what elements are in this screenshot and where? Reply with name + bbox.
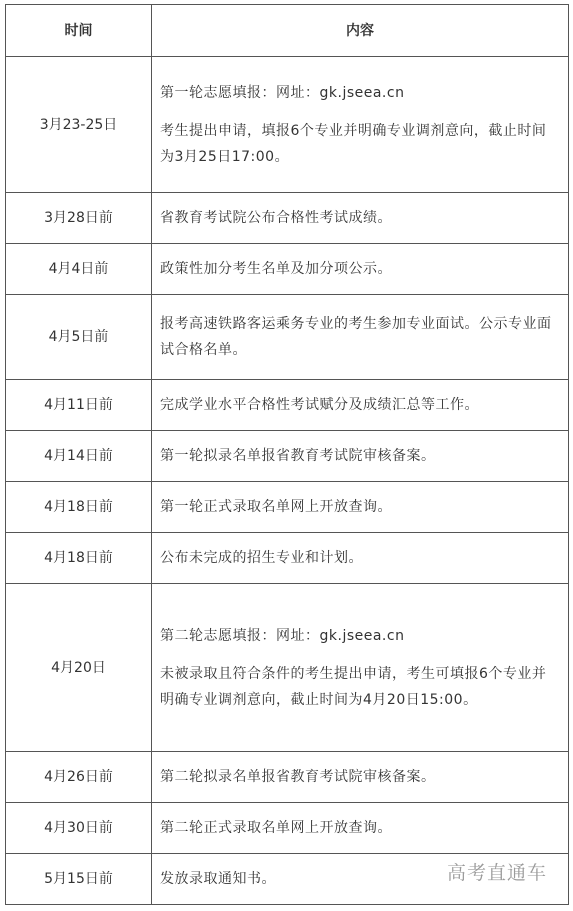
row-time: 4月5日前	[6, 295, 152, 380]
table-row	[6, 380, 569, 431]
row-time: 4月20日	[6, 584, 152, 752]
row-time: 4月4日前	[6, 244, 152, 295]
content-line: 第二轮志愿填报：网址：gk.jseea.cn	[160, 627, 405, 644]
header-content: 内容	[152, 5, 569, 57]
row-time: 4月26日前	[6, 752, 152, 803]
row-content	[152, 193, 569, 244]
content-line: 第一轮正式录取名单网上开放查询。	[160, 499, 392, 515]
row-time: 5月15日前	[6, 854, 152, 905]
row-time: 4月11日前	[6, 380, 152, 431]
table-row	[6, 431, 569, 482]
row-content	[152, 431, 569, 482]
row-time: 4月18日前	[6, 482, 152, 533]
schedule-table	[5, 4, 569, 905]
content-line: 第二轮拟录名单报省教育考试院审核备案。	[160, 769, 436, 785]
table-row	[6, 752, 569, 803]
content-line: 发放录取通知书。	[160, 871, 276, 887]
table-row	[6, 295, 569, 380]
row-time: 3月23-25日	[6, 57, 152, 193]
row-time: 4月18日前	[6, 533, 152, 584]
content-line: 公布未完成的招生专业和计划。	[160, 550, 363, 566]
row-time: 3月28日前	[6, 193, 152, 244]
content-line: 完成学业水平合格性考试赋分及成绩汇总等工作。	[160, 397, 479, 413]
row-content	[152, 380, 569, 431]
table-row	[6, 57, 569, 193]
content-line: 第一轮志愿填报：网址：gk.jseea.cn	[160, 84, 405, 101]
row-content	[152, 533, 569, 584]
row-content	[152, 57, 569, 193]
header-row	[6, 5, 569, 57]
row-content	[152, 752, 569, 803]
content-line: 考生提出申请，填报6个专业并明确专业调剂意向，截止时间为3月25日17:00。	[160, 122, 547, 165]
row-content	[152, 244, 569, 295]
table-row	[6, 803, 569, 854]
content-line: 政策性加分考生名单及加分项公示。	[160, 261, 392, 277]
row-content	[152, 295, 569, 380]
content-line: 未被录取且符合条件的考生提出申请，考生可填报6个专业并明确专业调剂意向，截止时间为4月20日15:00。	[160, 665, 547, 708]
content-line: 省教育考试院公布合格性考试成绩。	[160, 210, 392, 226]
table-row	[6, 533, 569, 584]
content-line: 报考高速铁路客运乘务专业的考生参加专业面试。公示专业面试合格名单。	[160, 316, 552, 358]
row-content	[152, 482, 569, 533]
table-row	[6, 244, 569, 295]
header-time: 时间	[6, 5, 152, 57]
row-time: 4月14日前	[6, 431, 152, 482]
row-content	[152, 584, 569, 752]
content-line: 第二轮正式录取名单网上开放查询。	[160, 820, 392, 836]
content-line: 第一轮拟录名单报省教育考试院审核备案。	[160, 448, 436, 464]
watermark-text: 高考直通车	[446, 862, 547, 884]
table-row	[6, 193, 569, 244]
row-time: 4月30日前	[6, 803, 152, 854]
table-row	[6, 584, 569, 752]
table-row	[6, 482, 569, 533]
row-content	[152, 803, 569, 854]
